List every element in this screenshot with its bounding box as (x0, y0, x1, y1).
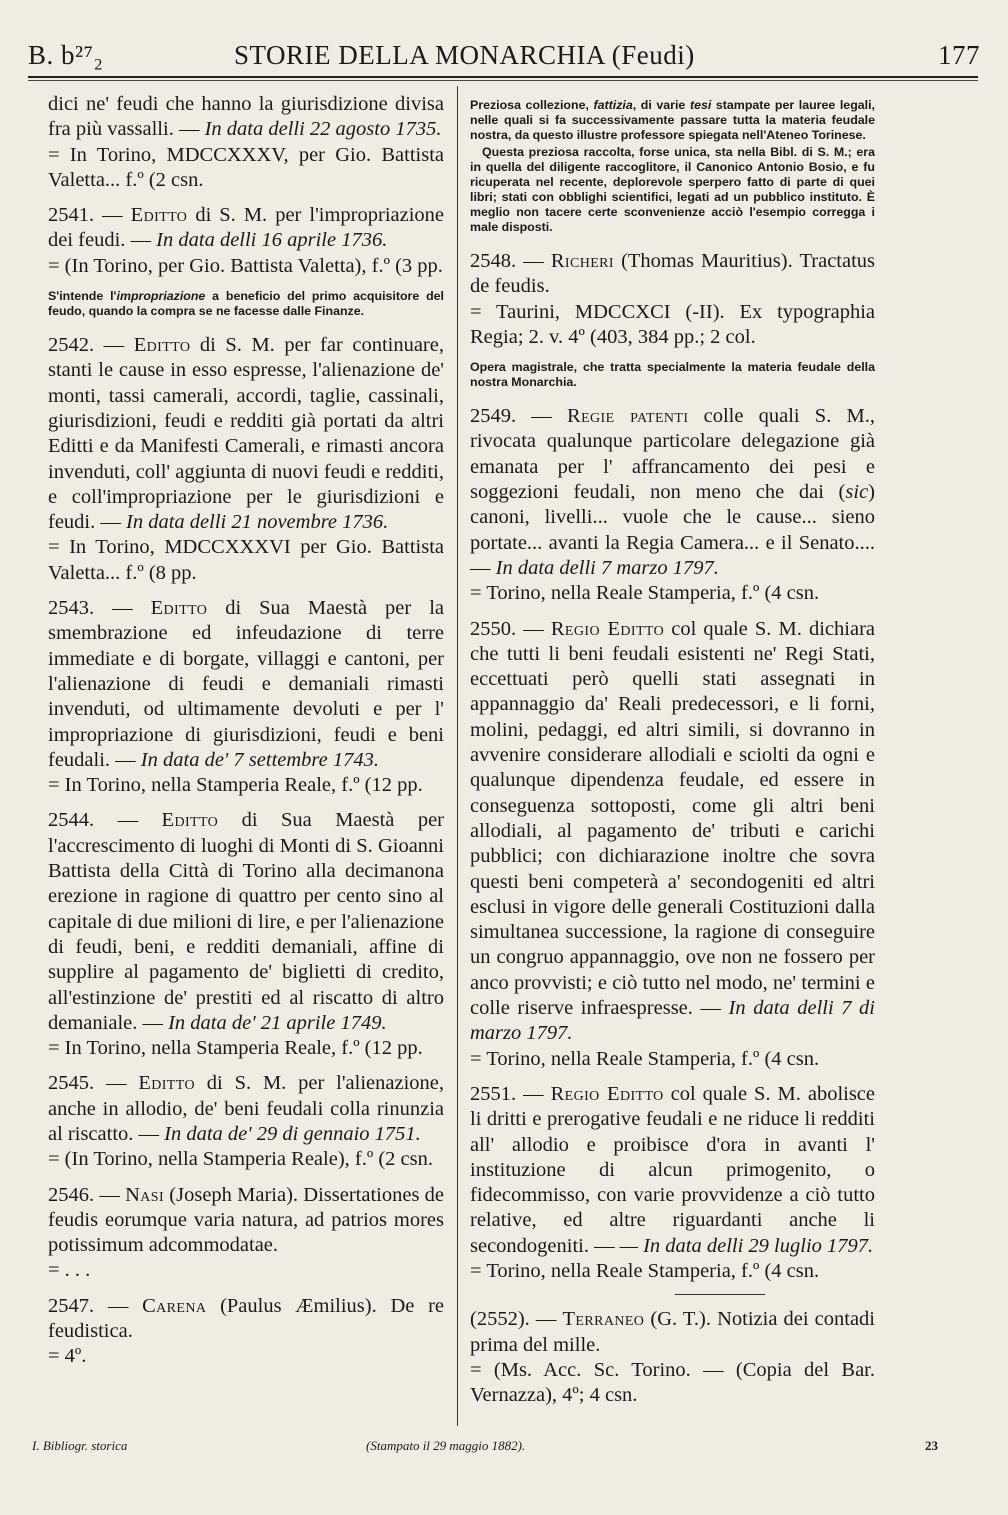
entry-2547: 2547. — Carena (Paulus Æmilius). De re feudistica. = 4º. (48, 1294, 444, 1370)
entry-publication: = Torino, nella Reale Stamperia, f.º (4 csn. (470, 1259, 820, 1282)
entry-2551: 2551. — Regio Editto col quale S. M. abolisce li dritti e prerogative feudali e ne riduce li redditi all' allodio e proibisce d'ora in avanti l' instituzione di alcun primogenito, o fidecommisso, con varie provvidenze a ciò tutto relative, ed altre riguardanti anche li secondogeniti. — — In data delli 29 luglio 1797. = Torino, nella Reale Stamperia, f.º (4 csn. (470, 1082, 875, 1284)
entry-2550: 2550. — Regio Editto col quale S. M. dichiara che tutti li beni feudali esistenti ne' Regi Stati, eccettuati però quelli stati assegnati in appannaggio da' Reali predecessori, e li forni, molini, pedaggi, ed altri simili, si dovranno in avvenire considerare allodiali e sciolti da ogni e qualunque dipendenza feudale, ed essere in conseguenza sottoposti, come gli altri beni allodiali, al pagamento de' tributi e carichi pubblici; con dichiarazione inoltre che sovra questi beni competerà a' secondogeniti ed altri esclusi in vigore delle generali Costituzioni dalla simultanea successione, la ragione di conseguire un congruo appannaggio, ove non ne fossero per anco provvisti; e ciò tutto nel modo, ne' termini e colle riserve infraespresse. — In data delli 7 di marzo 1797. = Torino, nella Reale Stamperia, f.º (4 csn. (470, 617, 875, 1072)
page-number: 177 (938, 40, 980, 70)
entry-number: 2551. — (470, 1082, 551, 1105)
entry-2542: 2542. — Editto di S. M. per far continuare, stanti le cause in esso espresse, l'alienazione de' monti, tassi camerali, accordi, taglie, cassinali, giurisdizioni, feudi e redditi già portati da altri Editti e da Manifesti Camerali, e rimasti ancora invenduti, coll' aggiunta di nuovi feudi e redditi, e coll'impropriazione per le giurisdizioni e feudi. — In data delli 21 novembre 1736. = In Torino, MDCCXXXVI per Gio. Battista Valetta... f.º (8 pp. (48, 333, 444, 586)
page-footer (32, 1438, 938, 1458)
entry-publication: = Taurini, MDCCXCI (-II). Ex typographia Regia; 2. v. 4º (403, 384 pp.; 2 col. (470, 300, 875, 348)
right-column (470, 98, 875, 1418)
entry-2549: 2549. — Regie patenti colle quali S. M., rivocata qualunque particolare delegazione già emanata per l' affrancamento dei pesi e soggezioni feudali, non meno che dai (sic) canoni, livelli... vuole che le cause... sieno portate... avanti la Regia Camera... e il Senato.... — In data delli 7 marzo 1797. = Torino, nella Reale Stamperia, f.º (4 csn. (470, 404, 875, 606)
entry-number: 2544. — (48, 809, 162, 832)
entry-2548: 2548. — Richeri (Thomas Mauritius). Tractatus de feudis. = Taurini, MDCCXCI (-II). Ex typographia Regia; 2. v. 4º (403, 384 pp.; 2 col. (470, 249, 875, 350)
section-separator (675, 1294, 765, 1295)
header-rule-thin (28, 80, 978, 81)
entry-number: 2546. — (48, 1183, 126, 1206)
entry-number: 2542. — (48, 334, 134, 357)
entry-2541: 2541. — Editto di S. M. per l'impropriazione dei feudi. — In data delli 16 aprile 1736. = (In Torino, per Gio. Battista Valetta), f.º (3 pp. (48, 203, 444, 279)
entry-publication: = Torino, nella Reale Stamperia, f.º (4 csn. (470, 582, 820, 605)
entry-2545: 2545. — Editto di S. M. per l'alienazione, anche in allodio, de' beni feudali colla rinunzia al riscatto. — In data de' 29 di gennaio 1751. = (In Torino, nella Stamperia Reale), f.º (2 csn. (48, 1071, 444, 1172)
running-title: STORIE DELLA MONARCHIA (Feudi) (234, 40, 695, 70)
entry-2544: 2544. — Editto di Sua Maestà per l'accrescimento di luoghi di Monti di S. Gioanni Battista della Città di Torino alla decimanona erezione in ragione di quattro per cento sino al capitale di due milioni di lire, e per l'alienazione di feudi, beni, e redditi demaniali, affine di supplire al pagamento de' biglietti di credito, all'estinzione de' prestiti ed al riscatto di altro demaniale. — In data de' 21 aprile 1749. = In Torino, nella Stamperia Reale, f.º (12 pp. (48, 808, 444, 1061)
entry-number: 2547. — (48, 1294, 143, 1317)
collection-note: Preziosa collezione, fattizia, di varie tesi stampate per lauree legali, nelle quali si fa successivamente passare tutta la materia feudale nostra, da questo illustre professore spiegata nell'Ateneo Torinese. (470, 98, 875, 142)
entry-number: 2548. — (470, 250, 551, 272)
entry-publication: = 4º. (48, 1345, 87, 1368)
entry-number: 2541. — (48, 204, 131, 227)
footer-print-date: (Stampato il 29 maggio 1882). (366, 1438, 526, 1453)
entry-number: 2549. — (470, 405, 567, 428)
page-header (28, 40, 980, 74)
entry-note: S'intende l'impropriazione a beneficio del primo acquisitore del feudo, quando la compra se ne facesse dalle Finanze. (48, 289, 445, 319)
entry-publication: = In Torino, MDCCXXXV, per Gio. Battista Valetta... f.º (2 csn. (48, 143, 444, 191)
footer-book-label: I. Bibliogr. storica (32, 1438, 128, 1453)
entry-2543: 2543. — Editto di Sua Maestà per la smembrazione ed infeudazione di terre immediate e di borgate, villaggi e cantoni, per l'alienazione di feudi e demaniali rimasti invenduti, od ultimamente devoluti e per l' impropriazione di giurisdizioni, feudi e beni feudali. — In data de' 7 settembre 1743. = In Torino, nella Stamperia Reale, f.º (12 pp. (48, 596, 444, 798)
entry-number: 2543. — (48, 597, 151, 620)
entry-2552: (2552). — Terraneo (G. T.). Notizia dei contadi prima del mille. = (Ms. Acc. Sc. Torino. — (Copia del Bar. Vernazza), 4º; 4 csn. (470, 1307, 875, 1408)
entry-2546: 2546. — Nasi (Joseph Maria). Dissertationes de feudis eorumque varia natura, ad patrios mores potissimum adcommodatae. = . . . (48, 1183, 444, 1284)
provenance-note: Questa preziosa raccolta, forse unica, sta nella Bibl. di S. M.; era in quella del diligente raccoglitore, il Canonico Antonio Bosio, e fu ricuperata nel recente, deplorevole sperpero fatto di parte di quei libri; stati con obblighi scientifici, legati ad un pubblico instituto. È meglio non tacere certe sconvenienze acciò l'esempio corregga i male disposti. (470, 145, 875, 234)
entry-publication: = (In Torino, nella Stamperia Reale), f.º (2 csn. (48, 1148, 433, 1171)
entry-note: Opera magistrale, che tratta specialmente la materia feudale della nostra Monarchia. (470, 360, 875, 390)
left-column (48, 92, 444, 1380)
entry-publication: = (Ms. Acc. Sc. Torino. — (Copia del Bar. Vernazza), 4º; 4 csn. (470, 1358, 875, 1407)
entry-number: 2545. — (48, 1072, 139, 1095)
entry-publication: = In Torino, MDCCXXXVI per Gio. Battista Valetta... f.º (8 pp. (48, 536, 444, 584)
signature-mark: B. b²⁷₂ (28, 40, 104, 70)
entry-2540-continued: dici ne' feudi che hanno la giurisdizione divisa fra più vassalli. — In data delli 22 agosto 1735. = In Torino, MDCCXXXV, per Gio. Battista Valetta... f.º (2 csn. (48, 92, 444, 193)
column-divider (457, 86, 458, 1426)
entry-publication: = In Torino, nella Stamperia Reale, f.º (12 pp. (48, 774, 423, 797)
entry-publication: = Torino, nella Reale Stamperia, f.º (4 csn. (470, 1047, 820, 1070)
entry-publication: = In Torino, nella Stamperia Reale, f.º (12 pp. (48, 1037, 423, 1060)
header-rule-thick (28, 76, 978, 78)
entry-number: (2552). — (470, 1308, 563, 1331)
footer-sheet-number: 23 (925, 1438, 938, 1453)
entry-number: 2550. — (470, 617, 551, 640)
entry-publication: = (In Torino, per Gio. Battista Valetta), f.º (3 pp. (48, 254, 443, 277)
entry-publication: = . . . (48, 1259, 91, 1282)
